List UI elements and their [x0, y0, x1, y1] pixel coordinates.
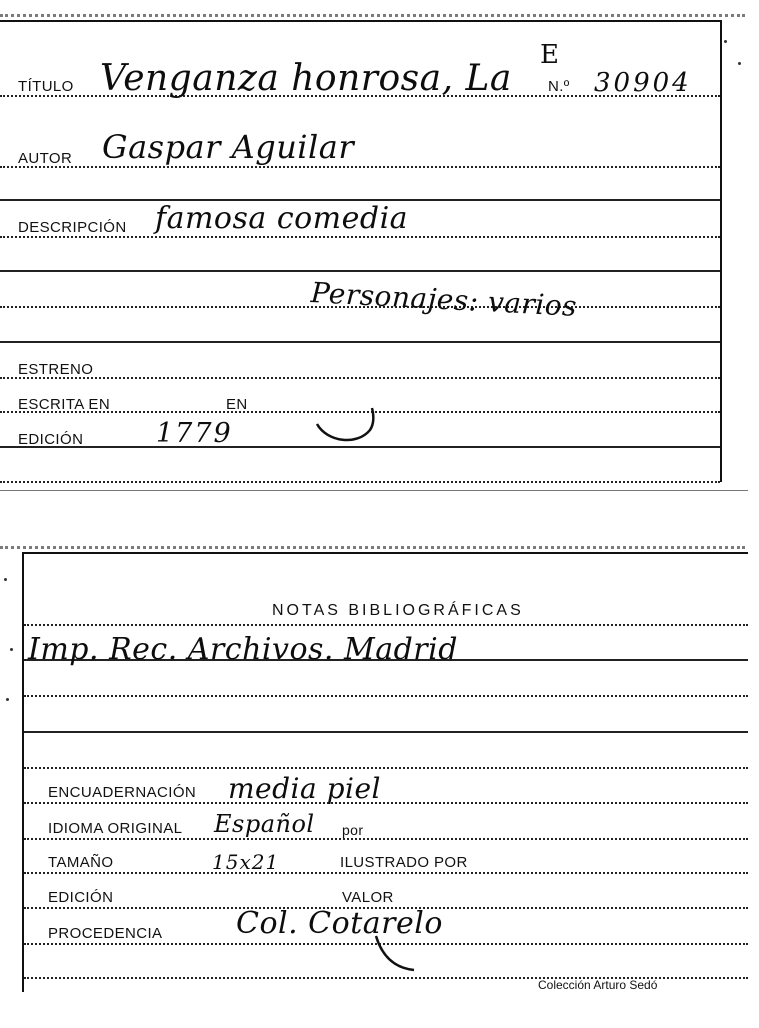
label-edicion-back: EDICIÓN — [48, 889, 114, 906]
rule-notas-5 — [24, 767, 748, 769]
label-valor: VALOR — [342, 889, 394, 906]
handwritten-descripcion: famosa comedia — [155, 201, 409, 236]
label-procedencia: PROCEDENCIA — [48, 925, 163, 942]
handwritten-idioma-original: Español — [214, 810, 315, 838]
handwritten-notas: Imp. Rec. Archivos. Madrid — [28, 632, 458, 667]
card-right-border — [720, 20, 722, 482]
handwritten-autor: Gaspar Aguilar — [102, 128, 355, 166]
catalog-card-front — [0, 0, 759, 492]
rule-autor — [0, 166, 720, 168]
rule-blank — [0, 341, 720, 343]
rule-descripcion-line — [0, 236, 720, 238]
label-en: EN — [226, 396, 248, 413]
card-top-border — [0, 20, 722, 22]
card-bottom-edge — [0, 490, 748, 491]
rule-edicion — [0, 446, 720, 448]
collection-footer: Colección Arturo Sedó — [538, 978, 658, 992]
rule-encuadernacion — [24, 802, 748, 804]
handwritten-titulo: Venganza honrosa, La — [100, 58, 512, 99]
label-escrita-en: ESCRITA EN — [18, 396, 111, 413]
label-ilustrado-por: ILUSTRADO POR — [340, 854, 468, 871]
handwritten-procedencia: Col. Cotarelo — [236, 906, 443, 941]
rule-tamano — [24, 872, 748, 874]
label-numero: N.º — [548, 78, 570, 95]
scan-speck — [738, 62, 741, 65]
scan-speck — [10, 648, 13, 651]
handwritten-numero-prefix: E — [540, 40, 560, 70]
scan-noise — [0, 546, 745, 549]
label-edicion: EDICIÓN — [18, 431, 84, 448]
label-encuadernacion: ENCUADERNACIÓN — [48, 784, 197, 801]
rule-descripcion-2 — [0, 270, 720, 272]
label-descripcion: DESCRIPCIÓN — [18, 219, 127, 236]
rule-estreno — [0, 377, 720, 379]
rule-idioma — [24, 838, 748, 840]
label-por: por — [342, 822, 364, 838]
handwritten-descripcion-2: Personajes: varios — [310, 276, 578, 323]
scan-noise — [0, 14, 745, 17]
card-left-border — [22, 552, 24, 992]
handwritten-numero: 30904 — [594, 68, 692, 98]
scan-speck — [4, 578, 7, 581]
rule-notas-3 — [24, 695, 748, 697]
label-autor: AUTOR — [18, 150, 73, 167]
label-estreno: ESTRENO — [18, 361, 94, 378]
scan-speck — [724, 40, 727, 43]
label-tamano: TAMAÑO — [48, 854, 114, 871]
handwritten-tamano: 15x21 — [212, 850, 280, 874]
scan-speck — [6, 698, 9, 701]
label-titulo: TÍTULO — [18, 78, 74, 95]
pen-scribble — [312, 402, 382, 446]
handwritten-encuadernacion: media piel — [228, 772, 381, 805]
label-idioma-original: IDIOMA ORIGINAL — [48, 820, 183, 837]
pen-scribble — [372, 930, 442, 976]
card-top-border — [22, 552, 748, 554]
rule-notas-1 — [24, 624, 748, 626]
notas-heading: NOTAS BIBLIOGRÁFICAS — [272, 602, 524, 619]
handwritten-edicion: 1779 — [156, 418, 233, 449]
rule-notas-4 — [24, 731, 748, 733]
rule-edicion-line — [0, 481, 720, 483]
catalog-card-back — [0, 538, 759, 998]
